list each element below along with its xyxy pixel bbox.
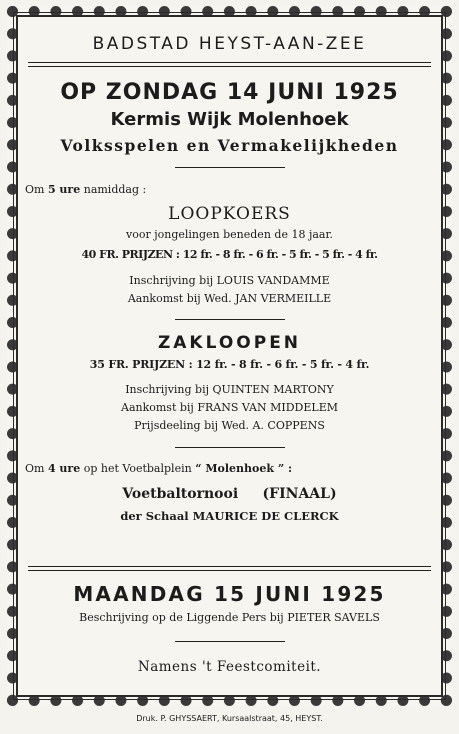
header-rule (28, 62, 431, 67)
football-om: Om (25, 462, 45, 475)
football-place: “ Molenhoek ” : (195, 462, 293, 475)
football-hour: 4 ure (47, 462, 81, 475)
football-place-prefix: op het Voetbalplein (83, 462, 192, 475)
poster-content (22, 20, 437, 692)
divider (175, 319, 285, 320)
afternoon-time (25, 183, 440, 196)
afternoon-rest: namiddag : (83, 183, 147, 196)
event-subtitle: Volksspelen en Vermakelijkheden (60, 136, 399, 155)
afternoon-om: Om (25, 183, 45, 196)
afternoon-hour: 5 ure (47, 183, 81, 196)
loopkoers-title: LOOPKOERS (168, 204, 291, 224)
printer-credit: Druk. P. GHYSSAERT, Kursaalstraat, 45, HEYST. (136, 714, 323, 723)
zakloopen-distribution: Prijsdeeling bij Wed. A. COPPENS (134, 419, 325, 432)
closing-signature: Namens 't Feestcomiteit. (137, 659, 322, 675)
zakloopen-registration: Inschrijving bij QUINTEN MARTONY (125, 383, 334, 396)
monday-description: Beschrijving op de Liggende Pers bij PIETER SAVELS (79, 611, 380, 624)
football-cup: der Schaal MAURICE DE CLERCK (120, 509, 339, 523)
zakloopen-prizes: 35 FR. PRIJZEN : 12 fr. - 8 fr. - 6 fr. - 5 fr. - 4 fr. (89, 358, 370, 371)
football-time (25, 462, 440, 475)
zakloopen-title: ZAKLOOPEN (157, 333, 302, 353)
monday-date: MAANDAG 15 JUNI 1925 (73, 582, 386, 606)
loopkoers-prizes: 40 FR. PRIJZEN : 12 fr. - 8 fr. - 6 fr. - 5 fr. - 5 fr. - 4 fr. (81, 248, 378, 261)
divider (175, 167, 285, 168)
town-heading: BADSTAD HEYST-AAN-ZEE (92, 34, 367, 54)
divider (175, 447, 285, 448)
event-title: Kermis Wijk Molenhoek (110, 109, 349, 130)
event-date: OP ZONDAG 14 JUNI 1925 (60, 80, 399, 105)
zakloopen-arrival: Aankomst bij FRANS VAN MIDDELEM (121, 401, 338, 414)
loopkoers-registration: Inschrijving bij LOUIS VANDAMME (129, 274, 330, 287)
loopkoers-for-whom: voor jongelingen beneden de 18 jaar. (125, 228, 334, 241)
football-title: Voetbaltornooi (FINAAL) (122, 486, 337, 502)
monday-rule (28, 566, 431, 571)
loopkoers-arrival: Aankomst bij Wed. JAN VERMEILLE (127, 292, 332, 305)
divider (175, 641, 285, 642)
